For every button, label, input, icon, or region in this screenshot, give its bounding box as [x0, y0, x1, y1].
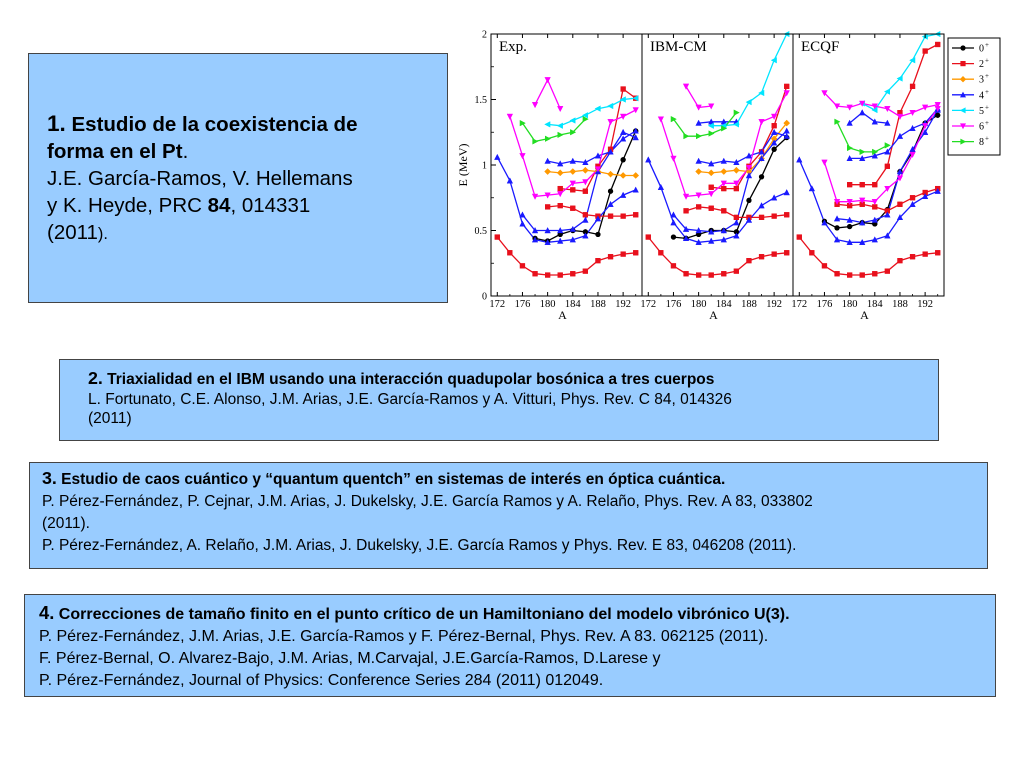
data-point-2plus — [872, 204, 877, 209]
data-point-2plus — [658, 250, 663, 255]
data-point-2plus — [646, 234, 651, 239]
y-tick-label: 0.5 — [474, 226, 487, 237]
item-1-ref-2 — [47, 192, 433, 219]
x-tick-label: 184 — [715, 299, 732, 310]
data-point-6plus — [759, 119, 765, 125]
data-point-5plus — [884, 89, 890, 95]
panel-3-series — [796, 31, 940, 278]
data-point-0plus — [746, 198, 751, 203]
data-point-6plus — [519, 153, 525, 159]
data-point-8plus — [683, 133, 689, 139]
data-point-6plus — [507, 114, 513, 120]
x-tick-label: 172 — [640, 299, 657, 310]
data-point-4plus — [859, 109, 865, 115]
data-point-8plus — [520, 120, 526, 126]
data-point-2plus — [784, 250, 789, 255]
data-point-8plus — [885, 142, 891, 148]
item-2-box — [59, 359, 939, 441]
data-point-3plus — [582, 167, 588, 173]
x-tick-label: 180 — [690, 299, 707, 310]
data-point-2plus — [797, 234, 802, 239]
data-point-4plus — [897, 133, 903, 139]
data-point-2plus — [772, 123, 777, 128]
legend-label-sup: + — [985, 119, 989, 127]
data-point-2plus — [772, 251, 777, 256]
data-point-2plus — [709, 272, 714, 277]
item-1-ref-1: J.E. García-Ramos, V. Hellemans — [47, 167, 353, 190]
data-point-2plus — [621, 251, 626, 256]
series-line-6plus — [535, 80, 560, 109]
data-point-4plus — [670, 219, 676, 225]
data-point-6plus — [545, 77, 551, 83]
legend-label-sup: + — [985, 134, 989, 143]
data-point-2plus — [809, 250, 814, 255]
item-2-ref-2: (2011) — [88, 410, 132, 427]
series-line-4plus — [699, 122, 737, 123]
data-point-6plus — [658, 117, 664, 123]
item-1-title-line — [47, 110, 433, 138]
x-axis-label: A — [860, 308, 869, 322]
legend-label: 6 — [979, 121, 984, 133]
data-point-2plus — [545, 204, 550, 209]
legend-label: 3 — [979, 74, 984, 86]
data-point-8plus — [709, 131, 715, 137]
data-point-0plus — [772, 147, 777, 152]
data-point-8plus — [847, 145, 853, 151]
item-1-ref-3b: ). — [97, 225, 108, 243]
data-point-2plus — [759, 254, 764, 259]
data-point-2plus — [897, 202, 902, 207]
data-point-2plus — [834, 271, 839, 276]
data-point-4plus — [658, 184, 664, 190]
data-point-0plus — [608, 189, 613, 194]
item-1-number: 1. — [47, 111, 66, 136]
energy-level-chart — [455, 25, 1005, 325]
data-point-2plus — [495, 234, 500, 239]
data-point-2plus — [683, 271, 688, 276]
data-point-2plus — [608, 254, 613, 259]
legend-marker — [960, 61, 965, 66]
data-point-2plus — [621, 213, 626, 218]
x-tick-label: 176 — [665, 299, 682, 310]
x-tick-label: 172 — [489, 299, 506, 310]
data-point-2plus — [923, 48, 928, 53]
data-point-3plus — [570, 168, 576, 174]
data-point-3plus — [721, 168, 727, 174]
data-point-2plus — [885, 164, 890, 169]
data-point-3plus — [544, 168, 550, 174]
x-tick-label: 188 — [892, 299, 908, 310]
panel-3-title: ECQF — [801, 39, 840, 55]
data-point-2plus — [910, 254, 915, 259]
item-3-title-line — [42, 467, 977, 491]
legend-label: 5 — [979, 105, 984, 117]
item-4-box — [24, 594, 996, 697]
legend-label: 8 — [979, 137, 984, 149]
data-point-6plus — [633, 107, 639, 113]
legend-label: 4 — [979, 90, 984, 102]
series-line-2plus — [648, 237, 786, 275]
data-point-2plus — [520, 263, 525, 268]
data-point-2plus — [860, 182, 865, 187]
data-point-4plus — [519, 221, 525, 227]
data-point-6plus — [821, 160, 827, 166]
x-tick-label: 172 — [791, 299, 808, 310]
series-line-2plus — [799, 237, 937, 275]
data-point-5plus — [909, 57, 915, 63]
data-point-4plus — [784, 128, 790, 134]
legend-label-sup: + — [985, 41, 989, 49]
data-point-2plus — [746, 258, 751, 263]
data-point-0plus — [759, 174, 764, 179]
data-point-4plus — [620, 129, 626, 135]
data-point-2plus — [671, 263, 676, 268]
data-point-2plus — [885, 269, 890, 274]
item-3-number: 3. — [42, 468, 57, 488]
legend-label-sup: + — [985, 87, 989, 96]
item-2-title-line — [88, 369, 928, 390]
series-line-0plus — [535, 131, 636, 241]
item-1-ref-3 — [47, 219, 433, 248]
data-point-2plus — [935, 250, 940, 255]
data-point-2plus — [734, 269, 739, 274]
data-point-3plus — [695, 168, 701, 174]
item-3-box — [29, 462, 988, 569]
item-1-ref-2a: y K. Heyde, PRC — [47, 194, 208, 217]
data-point-6plus — [670, 156, 676, 162]
data-point-0plus — [935, 113, 940, 118]
data-point-2plus — [784, 212, 789, 217]
legend-marker — [960, 45, 965, 50]
legend-label: 2 — [979, 59, 984, 71]
data-point-2plus — [721, 271, 726, 276]
data-point-8plus — [696, 133, 702, 139]
data-point-6plus — [557, 106, 563, 112]
series-line-4plus — [850, 113, 888, 124]
data-point-2plus — [721, 186, 726, 191]
series-line-5plus — [711, 34, 787, 126]
data-point-2plus — [935, 42, 940, 47]
data-point-8plus — [545, 136, 551, 142]
item-1-box — [28, 53, 448, 303]
x-tick-label: 180 — [841, 299, 858, 310]
x-tick-label: 188 — [741, 299, 757, 310]
data-point-4plus — [784, 189, 790, 195]
data-point-2plus — [507, 250, 512, 255]
series-line-8plus — [523, 119, 586, 141]
data-point-2plus — [709, 185, 714, 190]
data-point-6plus — [897, 114, 903, 120]
item-1-title: Estudio de la coexistencia de — [65, 113, 358, 136]
data-point-2plus — [633, 250, 638, 255]
data-point-8plus — [558, 132, 564, 138]
x-axis-label: A — [558, 308, 567, 322]
y-tick-label: 1.5 — [474, 95, 487, 106]
data-point-8plus — [734, 110, 740, 116]
legend-label-sup: + — [985, 56, 989, 65]
item-3-title: Estudio de caos cuántico y “quantum quentch” en sistemas de interés en óptica cuántica. — [56, 471, 726, 488]
x-tick-label: 184 — [564, 299, 581, 310]
item-2-title: Triaxialidad en el IBM usando una interacción quadupolar bosónica a tres cuerpos — [102, 371, 715, 388]
data-point-8plus — [532, 138, 538, 144]
data-point-6plus — [608, 119, 614, 125]
panel-1-title: Exp. — [499, 39, 527, 55]
item-4-ref-2: F. Pérez-Bernal, O. Alvarez-Bajo, J.M. Arias, M.Carvajal, J.E.García-Ramos, D.Larese y — [39, 650, 661, 667]
data-point-2plus — [595, 258, 600, 263]
legend-box — [948, 38, 1000, 155]
series-line-2plus — [497, 237, 635, 275]
data-point-2plus — [558, 203, 563, 208]
item-1-title-2: forma en el Pt — [47, 140, 183, 163]
data-point-2plus — [583, 189, 588, 194]
legend-label-sup: + — [985, 72, 989, 81]
data-point-2plus — [721, 208, 726, 213]
item-1-title-end: . — [182, 140, 189, 163]
data-point-3plus — [633, 172, 639, 178]
data-point-5plus — [544, 121, 550, 127]
data-point-4plus — [545, 158, 551, 164]
series-line-6plus — [825, 93, 938, 117]
legend-label-sup: + — [985, 103, 989, 112]
item-4-ref-1: P. Pérez-Fernández, J.M. Arias, J.E. García-Ramos y F. Pérez-Bernal, Phys. Rev. A 83. 062125 (2011). — [39, 628, 769, 645]
series-line-8plus — [674, 113, 737, 137]
data-point-2plus — [872, 182, 877, 187]
x-tick-label: 176 — [514, 299, 531, 310]
data-point-3plus — [607, 171, 613, 177]
data-point-2plus — [759, 215, 764, 220]
data-point-2plus — [910, 84, 915, 89]
item-1-volume: 84 — [207, 194, 231, 217]
data-point-2plus — [696, 272, 701, 277]
item-2-ref-1: L. Fortunato, C.E. Alonso, J.M. Arias, J.E. García-Ramos y A. Vitturi, Phys. Rev. C 84, 014326 — [88, 390, 732, 408]
data-point-2plus — [633, 212, 638, 217]
y-tick-label: 1 — [482, 160, 487, 172]
data-point-2plus — [683, 208, 688, 213]
data-point-4plus — [507, 178, 513, 184]
series-line-5plus — [862, 34, 938, 110]
data-point-5plus — [557, 123, 563, 129]
data-point-2plus — [545, 272, 550, 277]
data-point-5plus — [570, 117, 576, 123]
data-point-0plus — [834, 225, 839, 230]
y-tick-label: 2 — [482, 29, 487, 41]
item-3-ref-2: (2011). — [42, 515, 90, 532]
data-point-6plus — [532, 102, 538, 108]
data-point-2plus — [847, 272, 852, 277]
x-axis-label: A — [709, 308, 718, 322]
x-tick-label: 180 — [539, 299, 556, 310]
data-point-2plus — [847, 182, 852, 187]
data-point-0plus — [847, 224, 852, 229]
data-point-0plus — [671, 234, 676, 239]
x-tick-label: 192 — [766, 299, 782, 310]
data-point-0plus — [595, 232, 600, 237]
data-point-2plus — [558, 186, 563, 191]
data-point-5plus — [595, 106, 601, 112]
data-point-2plus — [696, 204, 701, 209]
data-point-2plus — [872, 271, 877, 276]
data-point-4plus — [910, 201, 916, 207]
data-point-2plus — [734, 215, 739, 220]
data-point-2plus — [570, 206, 575, 211]
data-point-3plus — [708, 170, 714, 176]
data-point-3plus — [557, 170, 563, 176]
data-point-4plus — [696, 158, 702, 164]
series-line-0plus — [674, 138, 787, 239]
data-point-2plus — [772, 213, 777, 218]
data-point-2plus — [822, 263, 827, 268]
data-point-4plus — [759, 202, 765, 208]
series-line-5plus — [548, 98, 636, 126]
series-line-8plus — [837, 122, 887, 152]
data-point-4plus — [796, 157, 802, 163]
x-tick-label: 188 — [590, 299, 606, 310]
energy-level-figure — [455, 25, 1005, 325]
x-tick-label: 192 — [615, 299, 631, 310]
item-1-ref-3a: (2011 — [47, 221, 98, 244]
item-4-title-line — [39, 602, 985, 626]
data-point-2plus — [923, 251, 928, 256]
data-point-4plus — [633, 187, 639, 193]
data-point-2plus — [910, 195, 915, 200]
item-3-ref-1: P. Pérez-Fernández, P. Cejnar, J.M. Arias, J. Dukelsky, J.E. García Ramos y A. Relaño, Phys. Rev. A 83, 033802 — [42, 493, 813, 510]
data-point-2plus — [608, 213, 613, 218]
data-point-4plus — [733, 219, 739, 225]
panel-2-title: IBM-CM — [650, 39, 707, 55]
data-point-4plus — [494, 154, 500, 160]
item-1-title-line-2 — [47, 138, 433, 165]
x-tick-label: 184 — [866, 299, 883, 310]
series-line-6plus — [686, 86, 711, 107]
item-4-ref-3: P. Pérez-Fernández, Journal of Physics: Conference Series 284 (2011) 012049. — [39, 672, 604, 689]
data-point-2plus — [570, 271, 575, 276]
data-point-3plus — [733, 167, 739, 173]
data-point-2plus — [897, 258, 902, 263]
data-point-2plus — [621, 86, 626, 91]
item-4-number: 4. — [39, 602, 55, 623]
data-point-2plus — [570, 187, 575, 192]
x-tick-label: 192 — [917, 299, 933, 310]
item-3-ref-3: P. Pérez-Fernández, A. Relaño, J.M. Arias, J. Dukelsky, J.E. García Ramos y Phys. Rev. E 83, 046208 (2011). — [42, 537, 797, 554]
x-tick-label: 176 — [816, 299, 833, 310]
data-point-8plus — [860, 149, 866, 155]
data-point-3plus — [620, 172, 626, 178]
data-point-2plus — [734, 186, 739, 191]
y-tick-label: 0 — [482, 291, 487, 303]
data-point-2plus — [784, 84, 789, 89]
data-point-4plus — [582, 217, 588, 223]
data-point-2plus — [860, 272, 865, 277]
data-point-5plus — [607, 103, 613, 109]
data-point-4plus — [809, 185, 815, 191]
data-point-2plus — [709, 206, 714, 211]
item-1-ref-2c: , 014331 — [230, 194, 311, 217]
data-point-2plus — [532, 271, 537, 276]
data-point-2plus — [583, 212, 588, 217]
item-2-number: 2. — [88, 368, 103, 388]
data-point-5plus — [746, 99, 752, 105]
data-point-4plus — [645, 157, 651, 163]
data-point-4plus — [670, 212, 676, 218]
panel-2-series — [645, 31, 790, 278]
data-point-6plus — [884, 106, 890, 112]
item-4-title: Correcciones de tamaño finito en el punto crítico de un Hamiltoniano del modelo vibrónico U(3). — [54, 606, 790, 623]
data-point-2plus — [558, 272, 563, 277]
data-point-2plus — [583, 269, 588, 274]
data-point-0plus — [621, 157, 626, 162]
panel-1-series — [494, 77, 639, 277]
y-axis-label: E (MeV) — [456, 143, 470, 187]
legend-label: 0 — [979, 43, 984, 55]
